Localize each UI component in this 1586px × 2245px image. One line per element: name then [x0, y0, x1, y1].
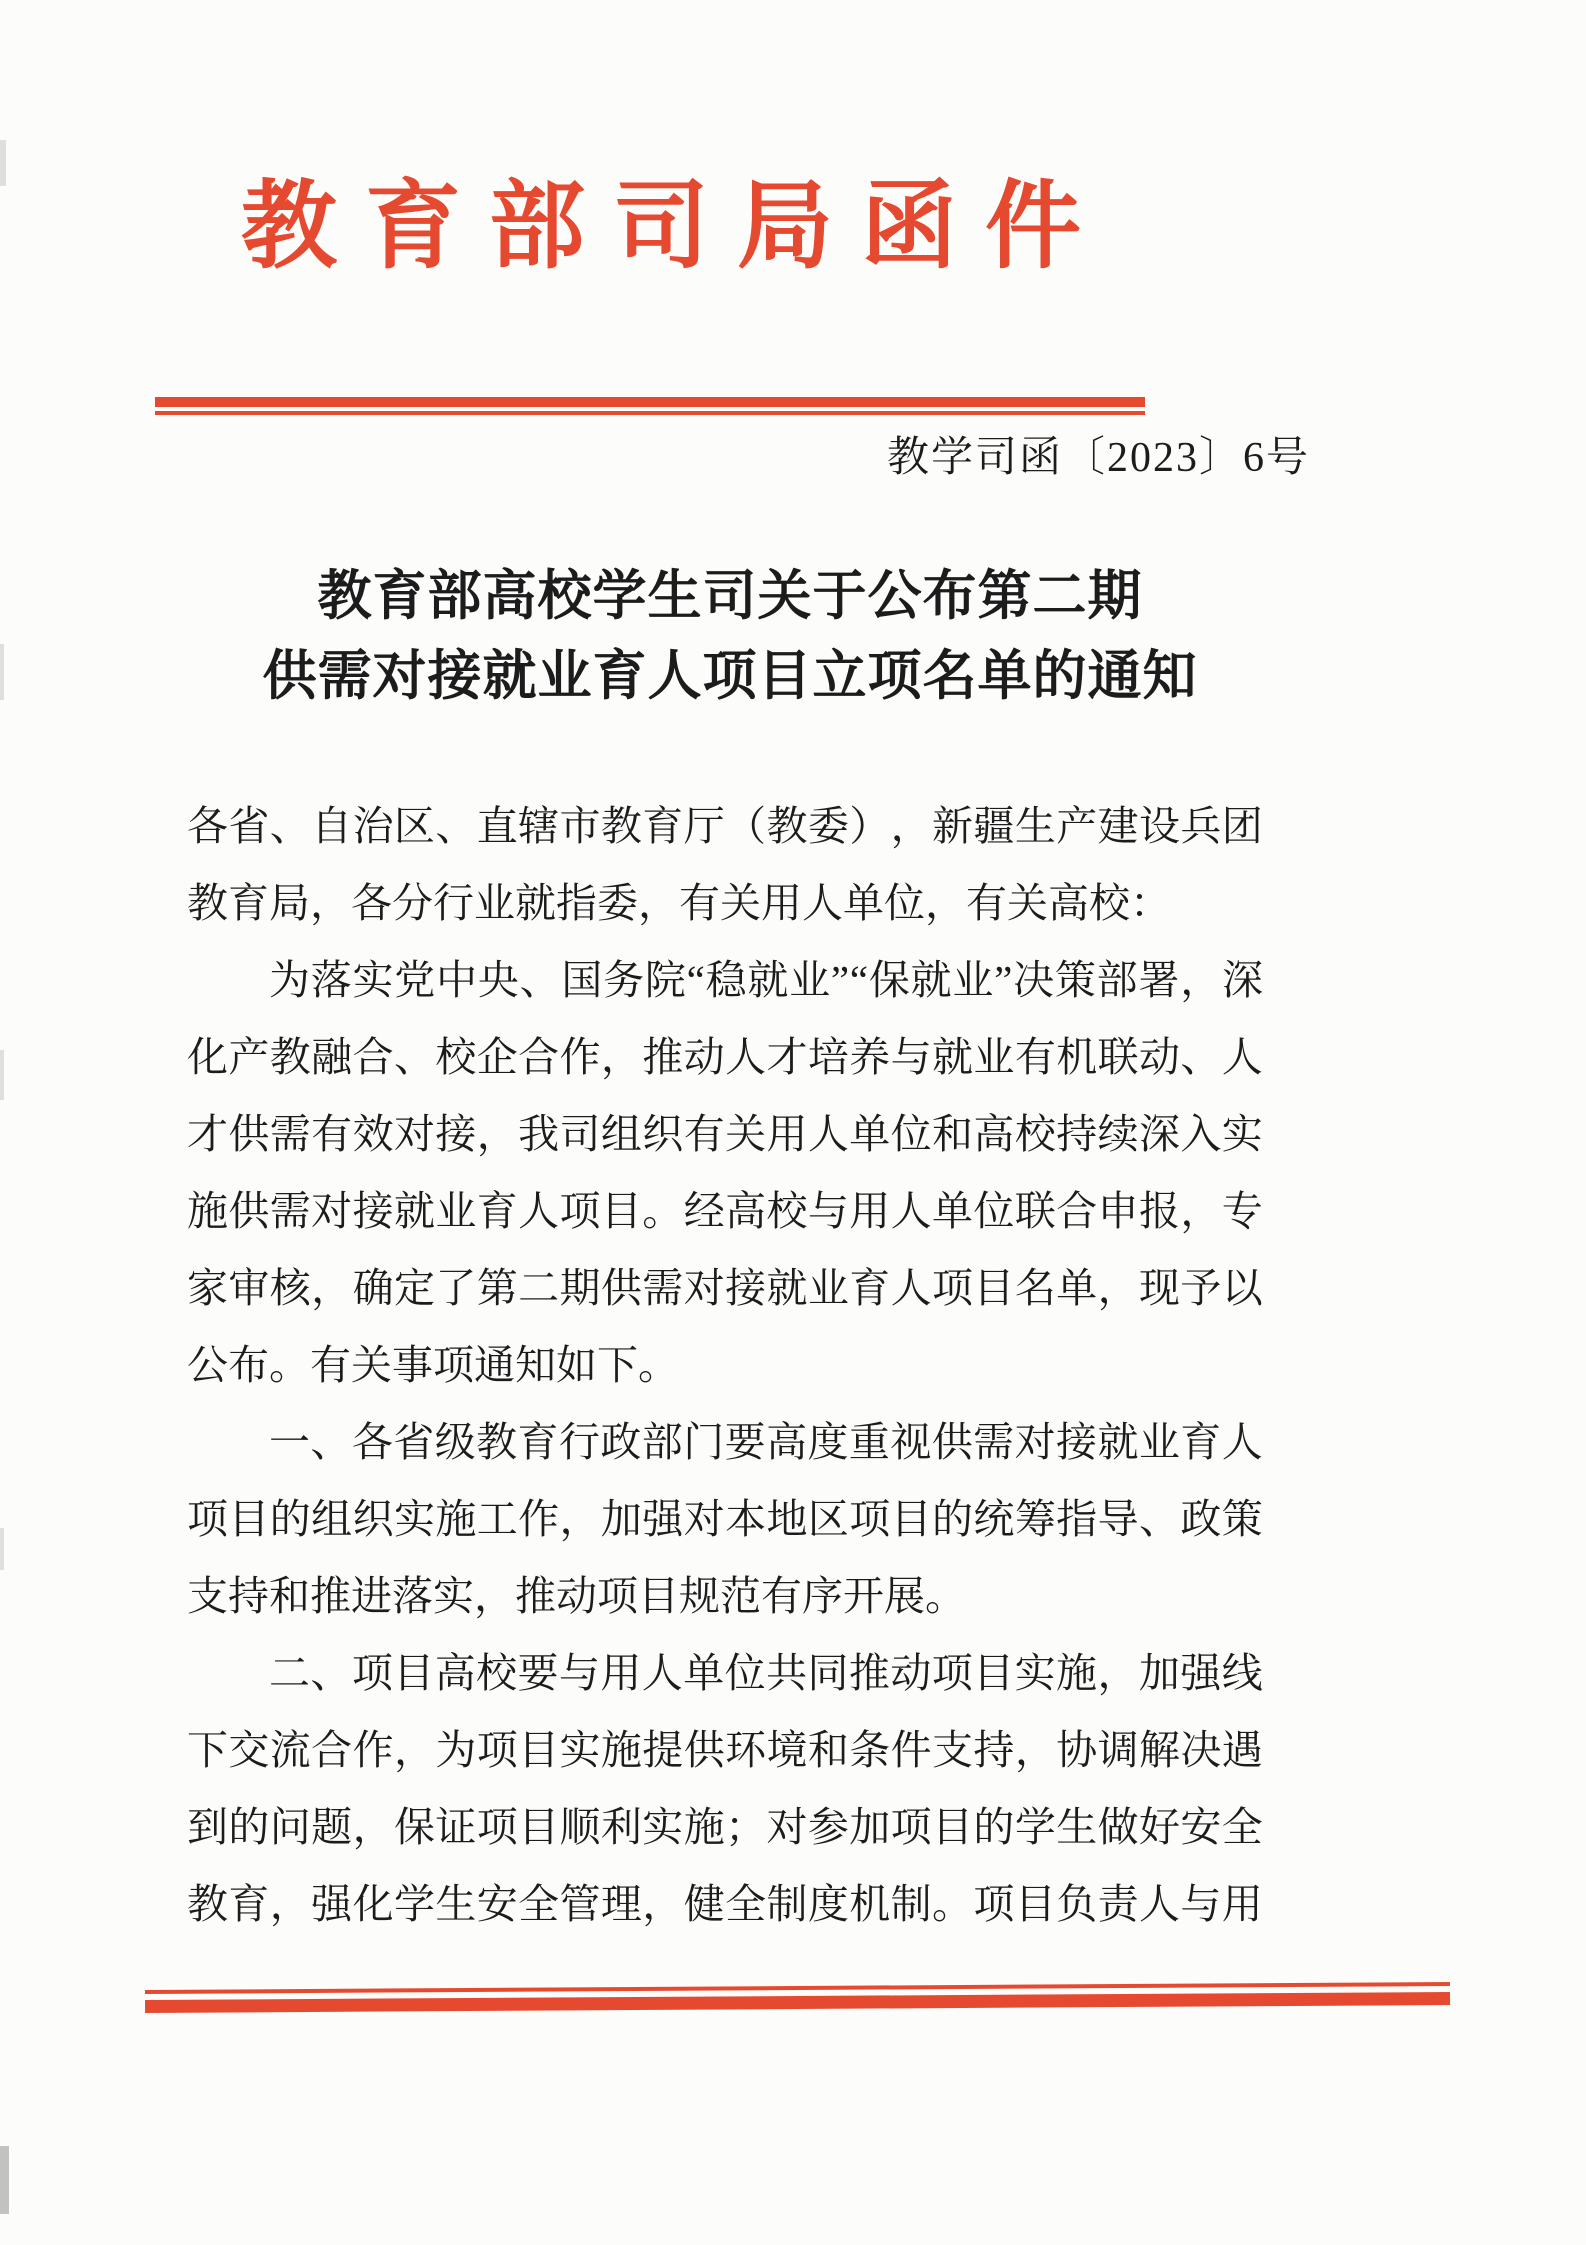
body-line: 二 、 项 目 高 校 要 与 用 人 单 位 共 同 推 动 项 目 实 施 ， 加 强 线 [269, 1650, 1263, 1696]
letterhead-divider [155, 397, 1145, 415]
scan-artifact [0, 1050, 4, 1100]
body-line: 支持和推进落实，推动项目规范有序开展。 [187, 1573, 966, 1619]
divider-thick-bar [155, 397, 1145, 407]
body-line: 项 目 的 组 织 实 施 工 作 ， 加 强 对 本 地 区 项 目 的 统 筹 指 导 、 政 策 [187, 1496, 1263, 1542]
scan-artifact [0, 644, 4, 700]
doc-number: 教学司函〔2023〕6号 [886, 435, 1310, 481]
body-line: 教 育 ， 强 化 学 生 安 全 管 理 ， 健 全 制 度 机 制 。 项 目 负 责 人 与 用 [187, 1881, 1263, 1927]
body-line: 各 省 、 自 治 区 、 直 辖 市 教 育 厅 （ 教 委 ） ， 新 疆 生 产 建 设 兵 团 [187, 803, 1263, 849]
divider-thin-bar [155, 411, 1145, 415]
body-line: 公布。有关事项通知如下。 [187, 1342, 679, 1388]
body-line: 下 交 流 合 作 ， 为 项 目 实 施 提 供 环 境 和 条 件 支 持 ， 协 调 解 决 遇 [187, 1727, 1263, 1773]
notice-title-line-2: 供需对接就业育人项目立项名单的通知 [262, 646, 1198, 706]
notice-title [90, 556, 1370, 716]
body-line: 化 产 教 融 合 、 校 企 合 作 ， 推 动 人 才 培 养 与 就 业 有 机 联 动 、 人 [187, 1034, 1263, 1080]
paragraph [187, 1404, 1263, 1635]
body-line: 到 的 问 题 ， 保 证 项 目 顺 利 实 施 ； 对 参 加 项 目 的 学 生 做 好 安 全 [187, 1804, 1263, 1850]
paragraph [187, 942, 1263, 1404]
body-line: 一 、 各 省 级 教 育 行 政 部 门 要 高 度 重 视 供 需 对 接 就 业 育 人 [269, 1419, 1263, 1465]
notice-title-line-1: 教育部高校学生司关于公布第二期 [317, 566, 1143, 626]
body-line: 教育局，各分行业就指委，有关用人单位，有关高校： [187, 880, 1171, 926]
body-line: 为 落 实 党 中 央 、 国 务 院 “ 稳 就 业 ” “ 保 就 业 ” 决 策 部 署 ， 深 [269, 957, 1263, 1003]
body-line: 家 审 核 ， 确 定 了 第 二 期 供 需 对 接 就 业 育 人 项 目 名 单 ， 现 予 以 [187, 1265, 1263, 1311]
footer-divider [145, 1982, 1450, 2013]
notice-body [187, 788, 1263, 1943]
body-line: 施 供 需 对 接 就 业 育 人 项 目 。 经 高 校 与 用 人 单 位 联 合 申 报 ， 专 [187, 1188, 1263, 1234]
paragraph [187, 1635, 1263, 1943]
body-line: 才 供 需 有 效 对 接 ， 我 司 组 织 有 关 用 人 单 位 和 高 校 持 续 深 入 实 [187, 1111, 1263, 1157]
scan-artifact [0, 140, 6, 186]
paragraph [187, 788, 1263, 942]
scan-artifact [0, 1528, 4, 1570]
scan-artifact [0, 2146, 9, 2214]
letterhead-title: 教育部司局函件 [241, 173, 1109, 280]
